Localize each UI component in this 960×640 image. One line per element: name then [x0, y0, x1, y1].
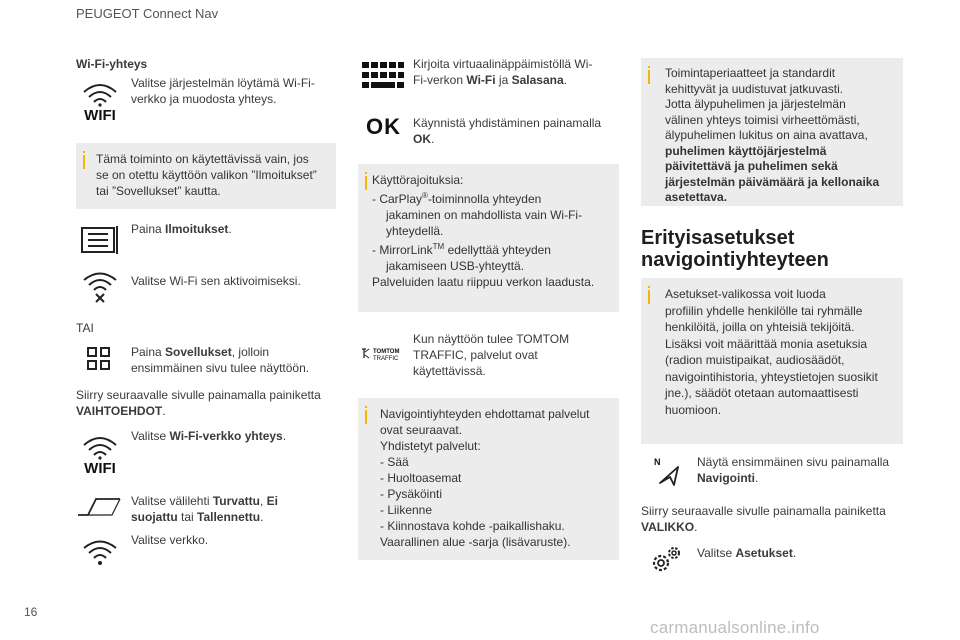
note-box-limitations: [358, 164, 619, 312]
step-text: .: [228, 222, 232, 236]
north-label: N: [654, 457, 661, 467]
note-line: profiilin yhdelle henkilölle tai ryhmälle: [665, 303, 863, 318]
note-text-span: - MirrorLink: [372, 243, 433, 257]
para-text: .: [162, 404, 166, 418]
step-line: Näytä ensimmäinen sivu painamalla: [697, 455, 890, 469]
step-bold: Wi-Fi-verkko yhteys: [169, 429, 283, 443]
wifi-icon-label: WIFI: [84, 460, 116, 477]
step-line: ensimmäinen sivu tulee näyttöön.: [131, 361, 310, 375]
heading-line: Erityisasetukset: [641, 227, 795, 249]
note-line: jne.), säädöt otetaan automaattisesti: [665, 386, 859, 400]
step-press-apps: [131, 344, 309, 376]
step-text: .: [563, 73, 567, 87]
note-line: Navigointiyhteyden ehdottamat palvelut: [380, 407, 590, 421]
note-line: henkilöitä, joilla on yhteisiä tekijöitä.: [665, 320, 855, 334]
settings-gear-icon: [648, 544, 684, 578]
step-text: .: [792, 546, 797, 560]
step-text: Valitse: [131, 429, 170, 443]
note-line: ovat seuraavat.: [380, 423, 463, 437]
step-bold: Navigointi: [697, 471, 756, 485]
step-select-wifi-connection: [131, 428, 286, 444]
note-text: [96, 151, 328, 199]
list-item: - Huoltoasemat: [380, 471, 462, 485]
note-text: [372, 172, 611, 290]
step-bold: suojattu: [131, 510, 178, 524]
step-text: .: [431, 132, 435, 146]
step-tomtom-traffic: [413, 331, 569, 379]
list-item: - Liikenne: [380, 503, 433, 517]
step-line: Valitse järjestelmän löytämä Wi-Fi-: [131, 76, 315, 90]
note-line: jakaminen on mahdollista vain Wi-Fi-: [386, 208, 583, 222]
heading-line: navigointiyhteyteen: [641, 249, 829, 271]
note-box-services: [358, 398, 619, 560]
step-bold: OK: [413, 132, 431, 146]
step-text: ja: [495, 73, 512, 87]
para-bold: VALIKKO: [641, 520, 695, 534]
note-line: huomioon.: [665, 402, 722, 417]
step-text: Valitse välilehti: [131, 494, 213, 508]
step-select-network-2: Valitse verkko.: [131, 533, 209, 547]
note-text: [665, 286, 895, 418]
note-bold-line: järjestelmän päivämäärä ja kellonaika: [665, 174, 880, 189]
info-icon: [648, 70, 650, 84]
note-line: välinen yhteys toimisi virheettömästi,: [665, 112, 860, 127]
step-text: ,: [259, 494, 267, 508]
page-header: PEUGEOT Connect Nav: [76, 6, 219, 21]
note-line: yhteydellä.: [386, 224, 444, 238]
step-text: Paina: [131, 345, 166, 359]
step-select-network: [131, 75, 315, 107]
note-text-span: - CarPlay: [372, 192, 423, 206]
note-line: Asetukset-valikossa voit luoda: [665, 287, 826, 301]
note-line: Tämä toiminto on käytettävissä vain, jos: [96, 152, 309, 166]
step-text: , jolloin: [231, 345, 270, 359]
note-line: (radion muistipaikat, audiosäädöt,: [665, 353, 845, 367]
step-line: Kirjoita virtuaalinäppäimistöllä Wi-: [413, 57, 593, 71]
step-press-navigation: [697, 454, 889, 486]
info-icon: [83, 155, 85, 169]
wifi-disabled-icon: [80, 270, 120, 304]
note-line: kehittyvät ja uudistuvat jatkuvasti.: [665, 81, 844, 96]
step-bold: Turvattu: [212, 494, 260, 508]
note-text-span: edellyttää yhteyden: [444, 243, 551, 257]
or-label: TAI: [76, 321, 94, 335]
note-text: [665, 66, 895, 206]
note-line: Vaarallinen alue -sarja (lisävaruste).: [380, 535, 571, 549]
note-text: [380, 406, 611, 550]
step-bold: Salasana: [511, 73, 564, 87]
watermark: carmanualsonline.info: [650, 618, 820, 637]
step-activate-wifi: Valitse Wi-Fi sen aktivoimiseksi.: [131, 274, 301, 288]
list-item: - Kiinnostava kohde -paikallishaku.: [380, 519, 565, 533]
para-next-page-menu: [641, 503, 886, 535]
trademark-mark: TM: [432, 242, 445, 251]
step-line: TRAFFIC, palvelut ovat: [413, 348, 538, 362]
ok-icon: OK: [366, 114, 401, 139]
para-line: Siirry seuraavalle sivulle painamalla painiketta: [641, 504, 886, 518]
navigation-icon: [652, 455, 684, 487]
step-line: käytettävissä.: [413, 364, 486, 378]
step-select-settings: [697, 545, 796, 561]
note-line: Jotta älypuhelimen ja järjestelmän: [665, 97, 846, 111]
note-line: Yhdistetyt palvelut:: [380, 439, 481, 453]
note-text-span: -toiminnolla yhteyden: [427, 192, 542, 206]
note-line: se on otettu käyttöön valikon ”Ilmoitukset”: [96, 168, 317, 182]
tomtom-label: TOMTOM: [373, 349, 400, 355]
list-item: - Pysäköinti: [380, 487, 443, 501]
section-heading-settings: [641, 227, 829, 271]
registered-mark: ®: [422, 191, 428, 200]
step-text: Valitse: [697, 546, 736, 560]
para-next-page-options: [76, 387, 321, 419]
step-text: .: [260, 510, 264, 524]
list-item: - Sää: [380, 455, 409, 469]
tomtom-traffic-icon: [361, 346, 407, 362]
apps-icon: [86, 346, 112, 372]
step-bold: Ilmoitukset: [165, 222, 229, 236]
step-enter-credentials: [413, 56, 592, 88]
para-bold: VAIHTOEHDOT: [76, 404, 163, 418]
page-number: 16: [24, 605, 38, 619]
note-bold-line: puhelimen käyttöjärjestelmä: [665, 143, 827, 158]
tab-icon: [76, 495, 124, 519]
note-bold-line: asetettava.: [665, 190, 728, 204]
para-text: .: [694, 520, 698, 534]
note-line: älypuhelimen lukitus on aina avattava,: [665, 128, 868, 142]
step-press-ok: [413, 115, 601, 147]
wifi-icon: [78, 433, 122, 477]
step-text: .: [282, 429, 287, 443]
step-line: verkko ja muodosta yhteys.: [131, 92, 277, 106]
wifi-icon-label: WIFI: [84, 107, 116, 124]
step-line: Käynnistä yhdistäminen painamalla: [413, 116, 602, 130]
step-text: tai: [177, 510, 198, 524]
note-line: Toimintaperiaatteet ja standardit: [665, 66, 836, 80]
step-press-notifications: [131, 221, 232, 237]
note-line: Käyttörajoituksia:: [372, 173, 464, 187]
step-bold: Sovellukset: [165, 345, 232, 359]
step-bold: Wi-Fi: [466, 73, 496, 87]
info-icon: [648, 290, 650, 304]
note-box-activation: [76, 143, 336, 209]
step-text: Fi-verkon: [413, 73, 467, 87]
para-line: Siirry seuraavalle sivulle painamalla painiketta: [76, 388, 321, 402]
keyboard-icon: [362, 60, 404, 92]
wifi-icon: [78, 80, 122, 124]
note-box-profiles: [641, 278, 903, 444]
note-line: navigointihistoria, yhteystietojen suosikit: [665, 369, 878, 384]
step-line: Kun näyttöön tulee TOMTOM: [413, 332, 570, 346]
note-line: tai ”Sovellukset” kautta.: [96, 184, 221, 198]
step-bold: Tallennettu: [197, 510, 261, 524]
note-box-standards: [641, 58, 903, 206]
traffic-label: TRAFFIC: [373, 356, 399, 362]
step-text: .: [755, 471, 759, 485]
info-icon: [365, 176, 367, 190]
section-heading-wifi: Wi-Fi-yhteys: [76, 57, 148, 71]
step-bold: Ei: [266, 494, 278, 508]
wifi-icon: [80, 538, 120, 568]
note-line: Palveluiden laatu riippuu verkon laadusta.: [372, 275, 595, 289]
step-select-tab: [131, 493, 278, 525]
note-line: Lisäksi voit määrittää monia asetuksia: [665, 336, 868, 351]
notifications-icon: [80, 224, 120, 256]
step-bold: Asetukset: [735, 546, 793, 560]
info-icon: [365, 410, 367, 424]
note-line: jakamiseen USB-yhteyttä.: [386, 259, 525, 273]
note-bold-line: päivitettävä ja puhelimen sekä: [665, 159, 838, 173]
step-text: Paina: [131, 222, 166, 236]
